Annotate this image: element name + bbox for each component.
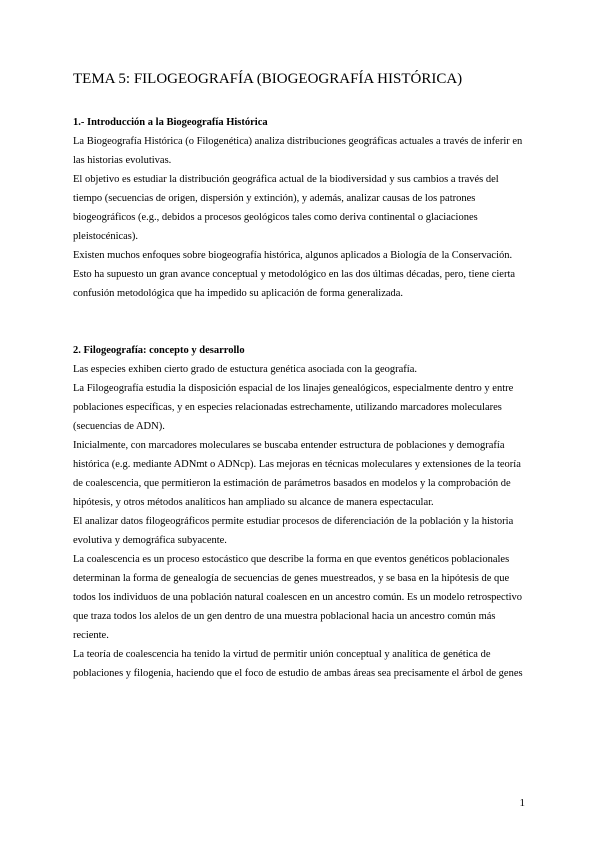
paragraph: El analizar datos filogeográficos permite estudiar procesos de diferenciación de la población y la historia evolutiva y demográfica subyacente. xyxy=(73,516,514,546)
section-filogeografia xyxy=(73,341,528,683)
paragraph: La Filogeografía estudia la disposición espacial de los linajes genealógicos, especialmente dentro y entre poblaciones específicas, y en especies relacionadas estrechamente, utilizando marcadores moleculares (secuencias de ADN). xyxy=(73,383,514,432)
paragraph: La teoría de coalescencia ha tenido la virtud de permitir unión conceptual y analítica de genética de poblaciones y filogenia, haciendo que el foco de estudio de ambas áreas sea precisamente el árbol de genes xyxy=(73,649,523,679)
section-heading: 2. Filogeografía: concepto y desarrollo xyxy=(73,345,245,356)
section-heading: 1.- Introducción a la Biogeografía Histórica xyxy=(73,117,268,128)
document-body xyxy=(73,113,528,683)
paragraph: La coalescencia es un proceso estocástico que describe la forma en que eventos genéticos poblacionales determinan la forma de genealogía de secuencias de genes muestreados, y se basa en la hipótesis de que todos los individuos de una población natural coalescen en un ancestro común. Es un modelo retrospectivo que traza todos los alelos de un gen dentro de una muestra poblacional hacia un ancestro común más reciente. xyxy=(73,554,523,641)
paragraph: La Biogeografía Histórica (o Filogenética) analiza distribuciones geográficas actuales a través de inferir en las historias evolutivas. xyxy=(73,136,523,166)
page-number: 1 xyxy=(519,797,525,809)
section-spacer xyxy=(73,303,528,341)
document-title: TEMA 5: FILOGEOGRAFÍA (BIOGEOGRAFÍA HISTÓRICA) xyxy=(73,71,463,87)
section-introduccion xyxy=(73,113,528,303)
paragraph: Inicialmente, con marcadores moleculares se buscaba entender estructura de poblaciones y demografía histórica (e.g. mediante ADNmt o ADNcp). Las mejoras en técnicas moleculares y extensiones de la teoría de coalescencia, que permitieron la estimación de parámetros basados en modelos y la comprobación de hipótesis, y otros métodos analíticos han ampliado su alcance de manera espectacular. xyxy=(73,440,521,508)
paragraph: Existen muchos enfoques sobre biogeografía histórica, algunos aplicados a Biología de la Conservación. Esto ha supuesto un gran avance conceptual y metodológico en las dos últimas décadas, pero, tiene cierta confusión metodológica que ha impedido su aplicación de forma generalizada. xyxy=(73,250,516,299)
paragraph: Las especies exhiben cierto grado de estuctura genética asociada con la geografía. xyxy=(73,364,417,375)
paragraph: El objetivo es estudiar la distribución geográfica actual de la biodiversidad y sus cambios a través del tiempo (secuencias de origen, dispersión y extinción), y además, analizar causas de los patrones biogeográficos (e.g., debidos a procesos geológicos tales como deriva continental o glaciaciones pleistocénicas). xyxy=(73,174,499,242)
